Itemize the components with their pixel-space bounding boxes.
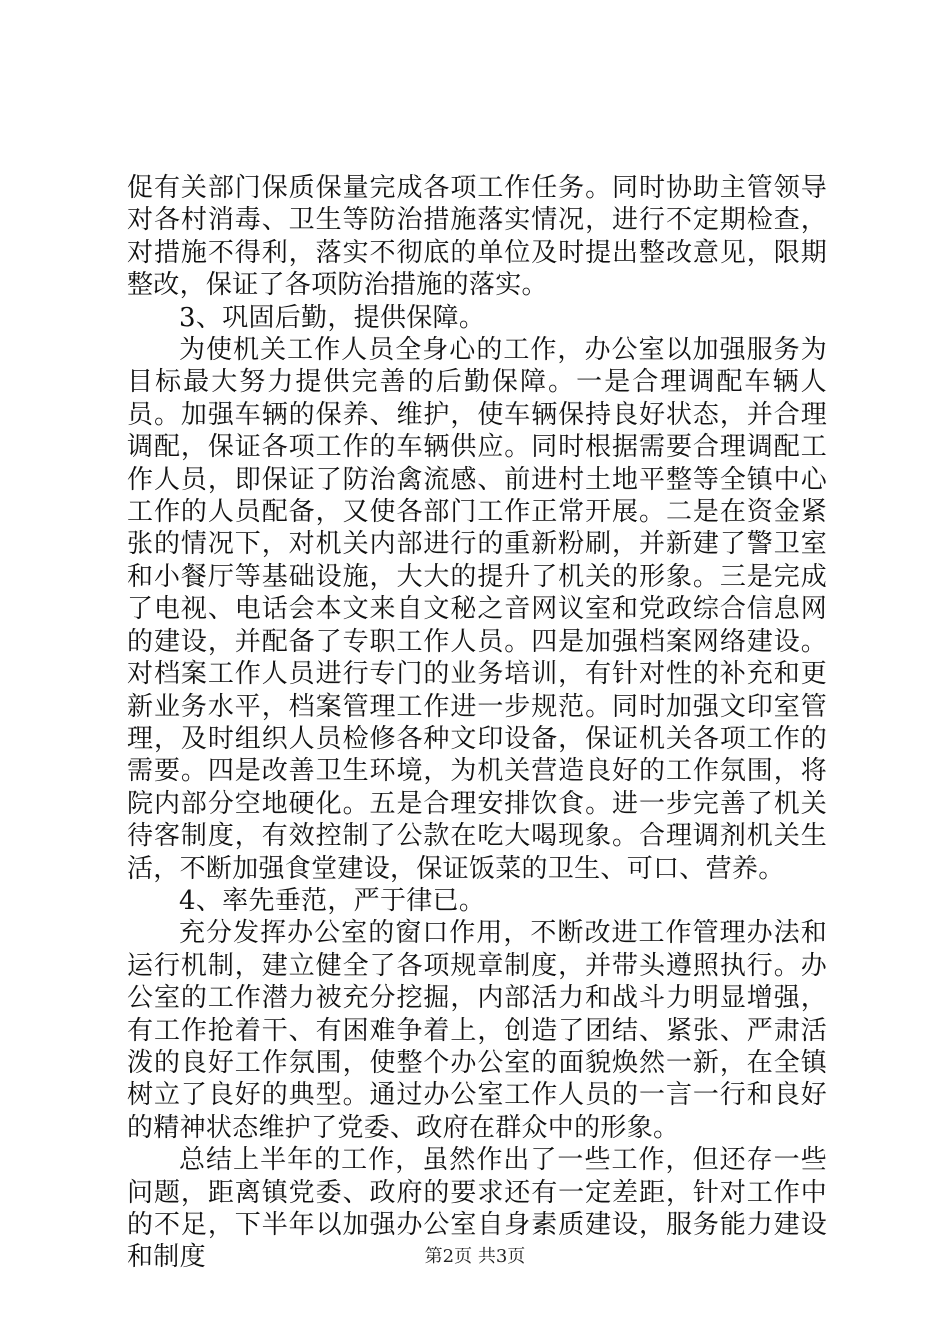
page-number-footer: 第2页 共3页 — [424, 1246, 526, 1267]
paragraph-summary: 总结上半年的工作，虽然作出了一些工作，但还存一些问题，距离镇党委、政府的要求还有一定差距，针对工作中的不足，下半年以加强办公室自身素质建设，服务能力建设和制度 — [127, 1145, 827, 1273]
paragraph-continuation: 促有关部门保质保量完成各项工作任务。同时协助主管领导对各村消毒、卫生等防治措施落实情况，进行不定期检查，对措施不得利，落实不彻底的单位及时提出整改意见，限期整改，保证了各项防治措施的落实。 — [127, 173, 827, 301]
document-body — [127, 172, 827, 1274]
paragraph-lead-by-example: 充分发挥办公室的窗口作用，不断改进工作管理办法和运行机制，建立健全了各项规章制度，并带头遵照执行。办公室的工作潜力被充分挖掘，内部活力和战斗力明显增强，有工作抢着干、有困难争着上，创造了团结、紧张、严肃活泼的良好工作氛围，使整个办公室的面貌焕然一新，在全镇树立了良好的典型。通过办公室工作人员的一言一行和良好的精神状态维护了党委、政府在群众中的形象。 — [127, 918, 827, 1143]
section-heading-lead-by-example: 4、率先垂范，严于律已。 — [179, 885, 486, 916]
paragraph-logistics: 为使机关工作人员全身心的工作，办公室以加强服务为目标最大努力提供完善的后勤保障。一是合理调配车辆人员。加强车辆的保养、维护，使车辆保持良好状态，并合理调配，保证各项工作的车辆供应。同时根据需要合理调配工作人员，即保证了防治禽流感、前进村土地平整等全镇中心工作的人员配备，又使各部门工作正常开展。二是在资金紧张的情况下，对机关内部进行的重新粉刷，并新建了警卫室和小餐厅等基础设施，大大的提升了机关的形象。三是完成了电视、电话会本文来自文秘之音网议室和党政综合信息网的建设，并配备了专职工作人员。四是加强档案网络建设。对档案工作人员进行专门的业务培训，有针对性的补充和更新业务水平，档案管理工作进一步规范。同时加强文印室管理，及时组织人员检修各种文印设备，保证机关各项工作的需要。四是改善卫生环境，为机关营造良好的工作氛围，将院内部分空地硬化。五是合理安排饮食。进一步完善了机关待客制度，有效控制了公款在吃大喝现象。合理调剂机关生活，不断加强食堂建设，保证饭菜的卫生、可口、营养。 — [127, 335, 827, 884]
section-heading-logistics: 3、巩固后勤，提供保障。 — [179, 302, 486, 333]
